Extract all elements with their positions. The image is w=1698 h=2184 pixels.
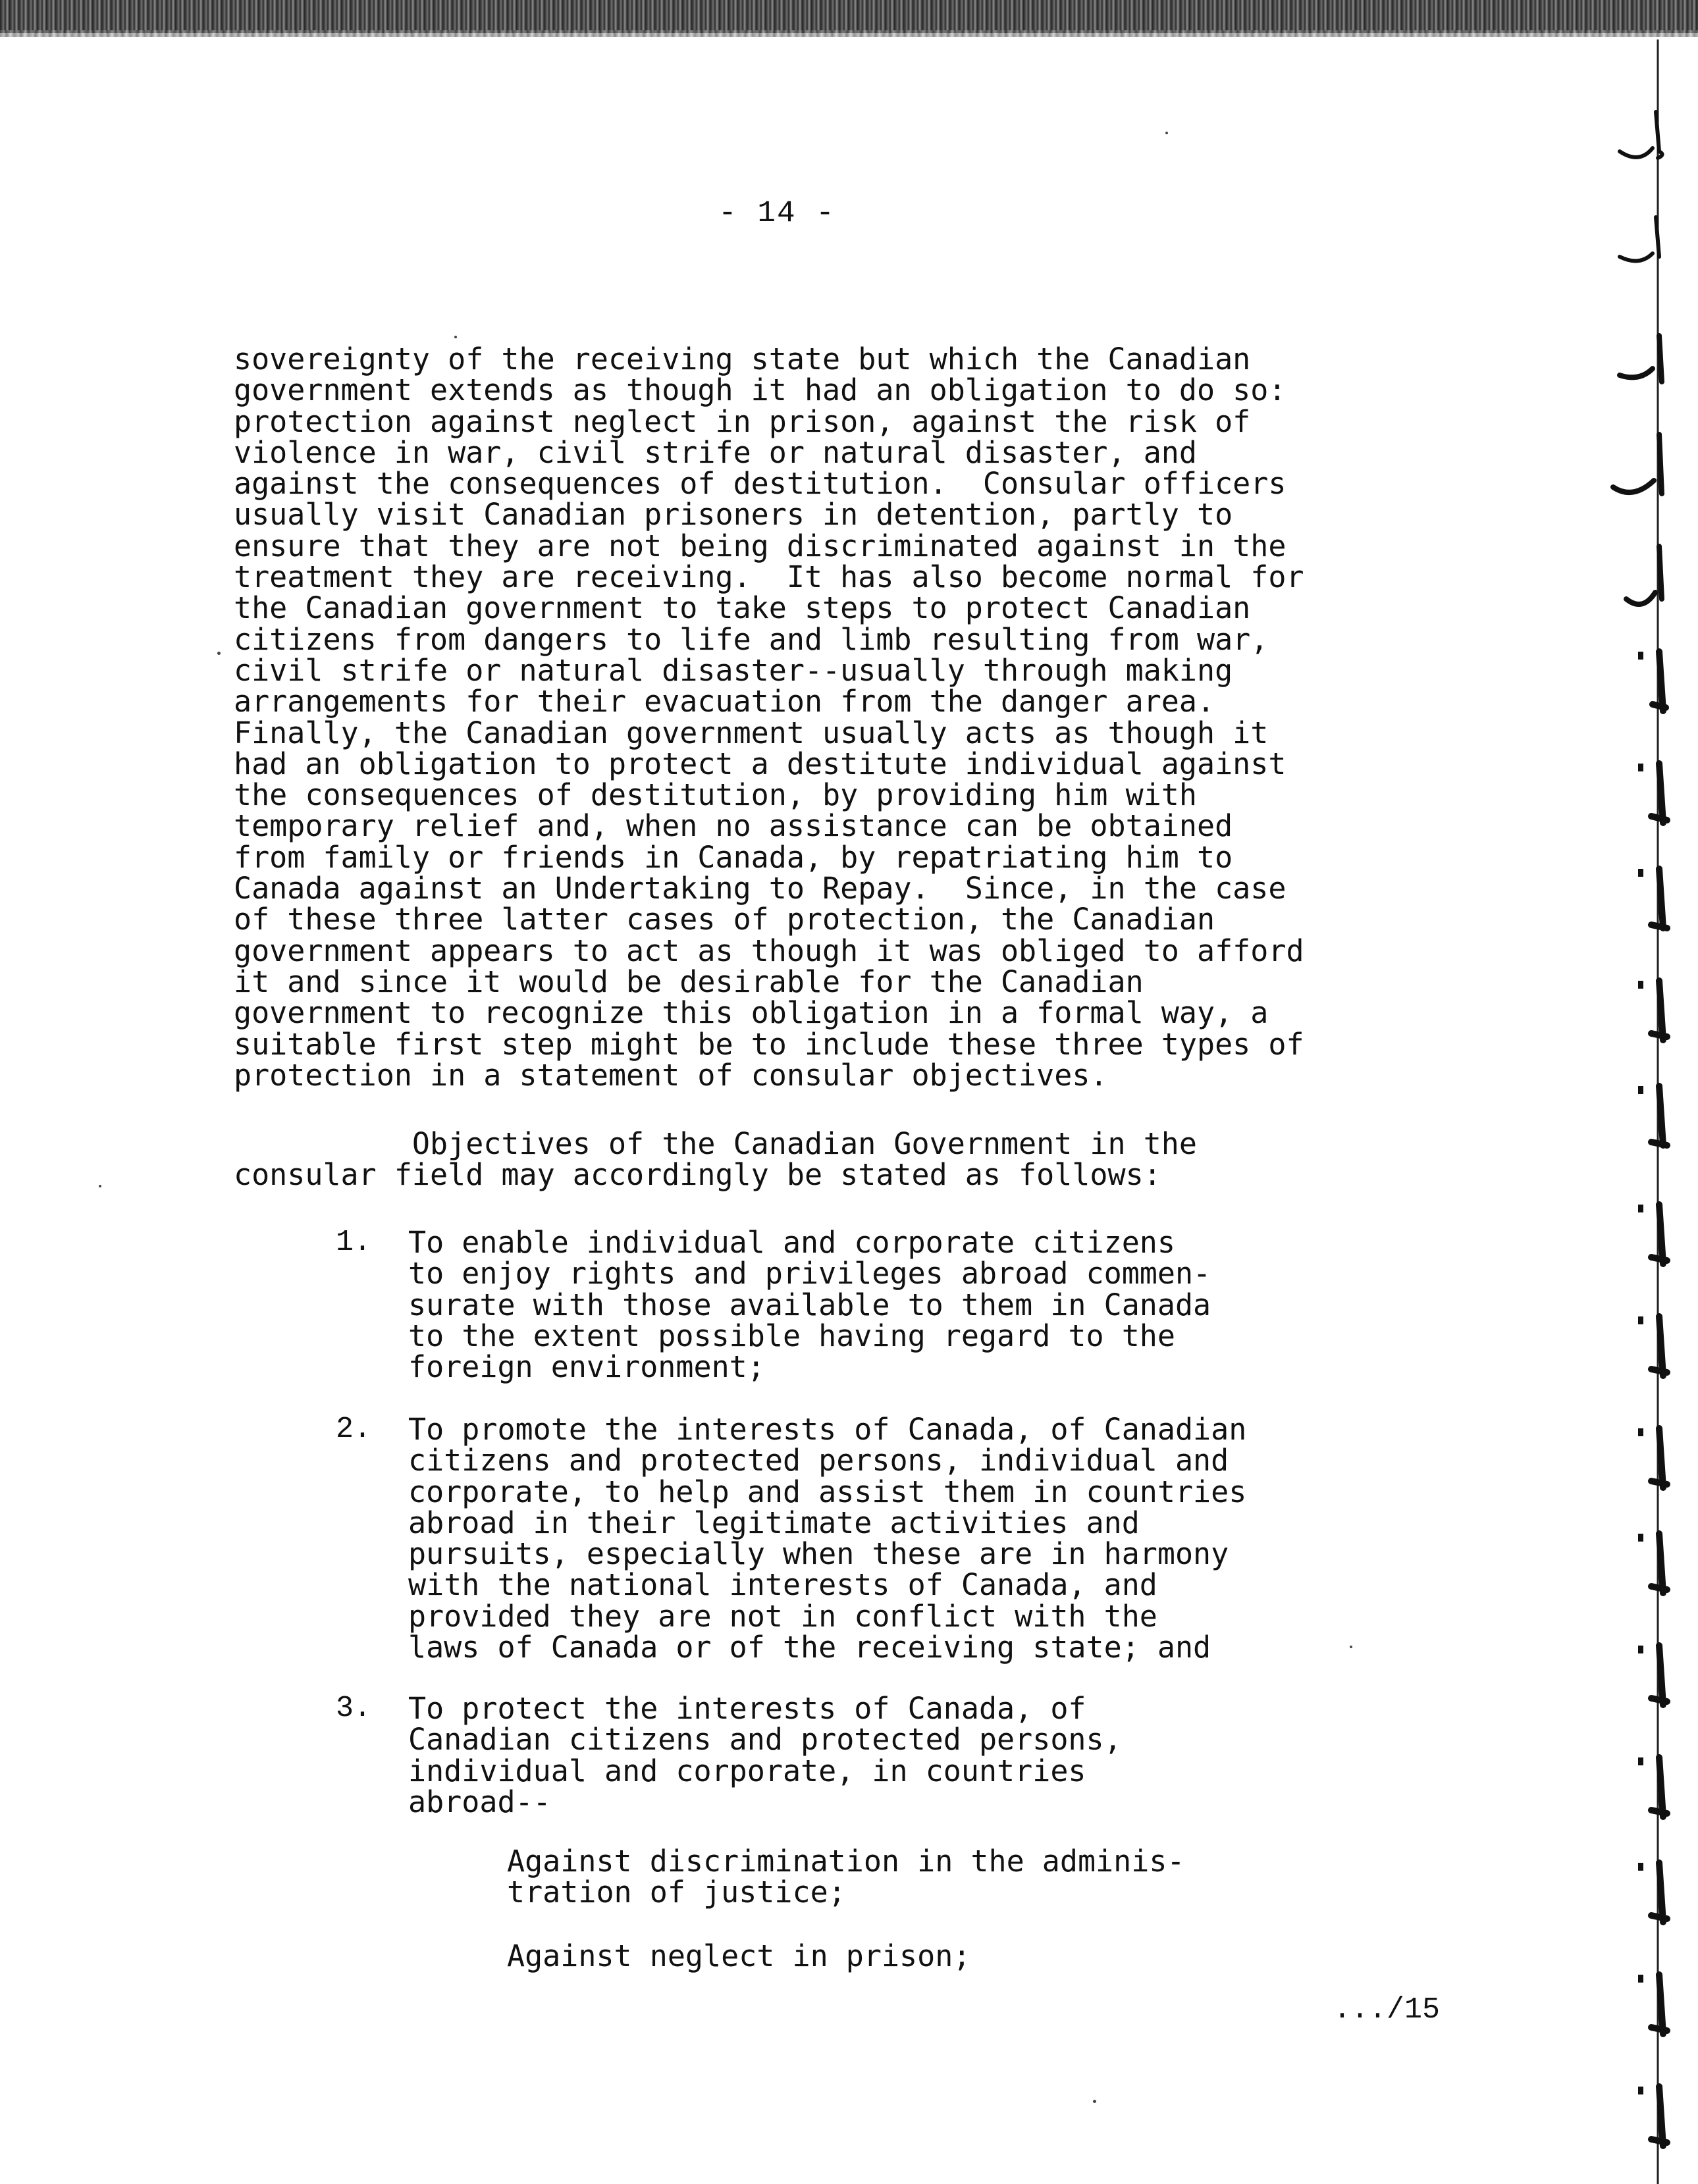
scan-speck — [1350, 1646, 1352, 1648]
text-line: treatment they are receiving. It has also become normal for — [234, 559, 1304, 595]
text-line: the consequences of destitution, by providing him with — [234, 777, 1197, 813]
objective-number: 3. — [336, 1692, 372, 1725]
text-line: arrangements for their evacuation from the danger area. — [234, 684, 1215, 719]
text-line: individual and corporate, in countries — [408, 1753, 1086, 1788]
text-line: to the extent possible having regard to the — [408, 1318, 1175, 1353]
objective-1-text — [408, 1225, 1211, 1385]
text-line: to enjoy rights and privileges abroad commen- — [408, 1256, 1211, 1291]
text-line: pursuits, especially when these are in harmony — [408, 1536, 1229, 1572]
text-line: temporary relief and, when no assistance can be obtained — [234, 808, 1233, 844]
page-number: - 14 - — [718, 196, 836, 230]
objective-number: 1. — [336, 1226, 372, 1259]
scan-speck — [99, 1185, 101, 1187]
scan-speck — [454, 336, 457, 338]
text-line: citizens and protected persons, individual and — [408, 1443, 1229, 1478]
text-line: protection against neglect in prison, against the risk of — [234, 403, 1251, 439]
sub-item-neglect — [507, 1940, 970, 1971]
binder-rings — [1606, 39, 1698, 2184]
scan-edge-band — [0, 0, 1698, 33]
text-line: laws of Canada or of the receiving state; and — [408, 1630, 1211, 1665]
text-line: violence in war, civil strife or natural disaster, and — [234, 434, 1197, 470]
text-line: from family or friends in Canada, by repatriating him to — [234, 839, 1233, 875]
text-line: abroad in their legitimate activities and — [408, 1505, 1140, 1540]
text-line: ensure that they are not being discriminated against in the — [234, 528, 1287, 563]
text-line: usually visit Canadian prisoners in detention, partly to — [234, 497, 1233, 533]
text-line: it and since it would be desirable for the Canadian — [234, 964, 1144, 999]
text-line: abroad-- — [408, 1784, 551, 1819]
objective-2-text — [408, 1414, 1246, 1663]
text-line: against the consequences of destitution. Consular officers — [234, 466, 1287, 502]
continued-marker: .../15 — [1333, 1993, 1441, 2027]
text-line: To enable individual and corporate citizens — [408, 1225, 1175, 1260]
text-line: tration of justice; — [507, 1875, 846, 1910]
scan-speck — [217, 652, 221, 655]
text-line: government extends as though it had an obligation to do so: — [234, 373, 1287, 408]
text-line: surate with those available to them in Canada — [408, 1287, 1211, 1322]
text-line: corporate, to help and assist them in countries — [408, 1474, 1247, 1509]
scan-edge-band-lower — [0, 30, 1698, 37]
text-line: the Canadian government to take steps to protect Canadian — [234, 590, 1251, 626]
text-line: government to recognize this obligation in a formal way, a — [234, 995, 1269, 1031]
text-line: suitable first step might be to include these three types of — [234, 1026, 1304, 1062]
sub-item-discrimination — [507, 1846, 1185, 1908]
text-line: civil strife or natural disaster--usually through making — [234, 652, 1233, 688]
text-line: protection in a statement of consular objectives. — [234, 1057, 1108, 1093]
text-line: consular field may accordingly be stated as follows: — [234, 1157, 1161, 1193]
text-line: provided they are not in conflict with the — [408, 1598, 1157, 1634]
text-line: Objectives of the Canadian Government in the — [234, 1126, 1197, 1161]
text-line: Finally, the Canadian government usually acts as though it — [234, 715, 1269, 750]
text-line: Canadian citizens and protected persons, — [408, 1722, 1122, 1757]
scan-speck — [1093, 2100, 1096, 2103]
text-line: To protect the interests of Canada, of — [408, 1691, 1086, 1726]
paragraph-objectives-intro — [234, 1128, 1197, 1191]
text-line: had an obligation to protect a destitute individual against — [234, 746, 1287, 781]
paragraph-sovereignty — [234, 344, 1304, 1091]
text-line: with the national interests of Canada, and — [408, 1567, 1157, 1603]
text-line: Against neglect in prison; — [507, 1938, 971, 1973]
objective-3-text — [408, 1693, 1122, 1817]
text-line: Canada against an Undertaking to Repay. Since, in the case — [234, 871, 1287, 906]
text-line: government appears to act as though it was obliged to afford — [234, 933, 1304, 968]
text-line: To promote the interests of Canada, of Canadian — [408, 1412, 1247, 1447]
text-line: Against discrimination in the adminis- — [507, 1844, 1185, 1879]
text-line: citizens from dangers to life and limb resulting from war, — [234, 621, 1269, 657]
text-line: of these three latter cases of protection, the Canadian — [234, 902, 1215, 937]
objective-number: 2. — [336, 1413, 372, 1446]
text-line: foreign environment; — [408, 1349, 765, 1385]
scan-speck — [1165, 132, 1168, 134]
text-line: sovereignty of the receiving state but which the Canadian — [234, 342, 1251, 377]
